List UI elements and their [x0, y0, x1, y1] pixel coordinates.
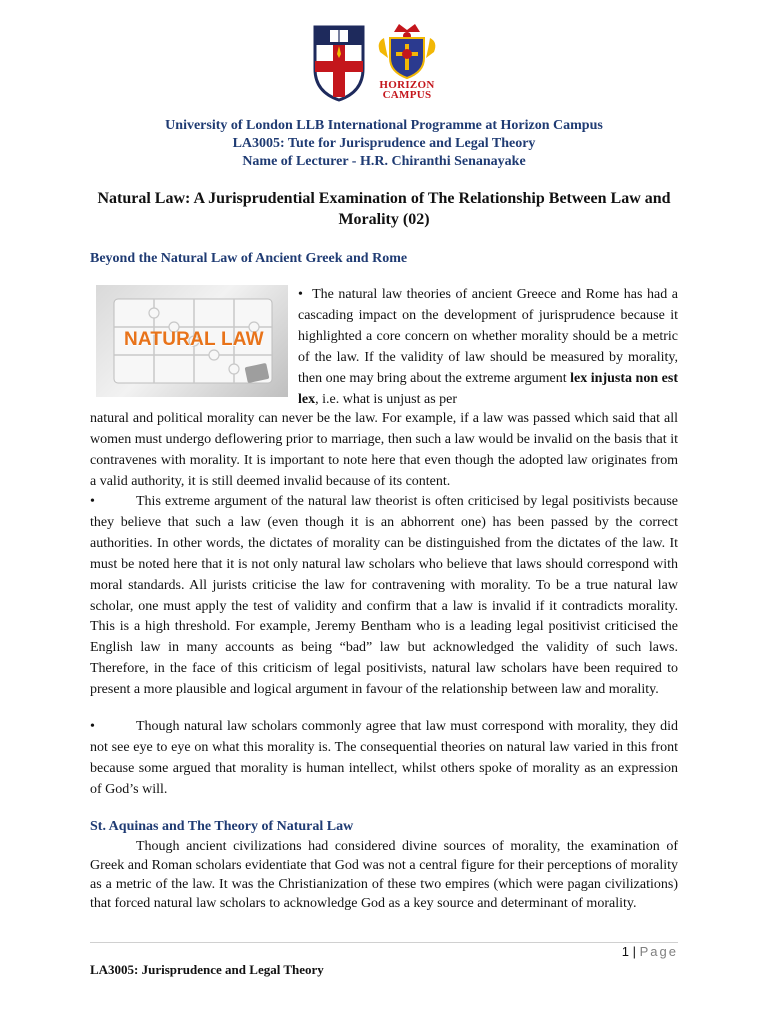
- page-separator: |: [632, 944, 636, 959]
- logo-header: [0, 22, 768, 104]
- page-number: [622, 944, 678, 959]
- section-heading-aquinas: St. Aquinas and The Theory of Natural Law: [90, 819, 354, 834]
- page-number-value: 1: [621, 944, 629, 959]
- paragraph-aquinas-text: Though ancient civilizations had considered divine sources of morality, the examination of Greek and Roman scholars evidentiate that God was not a central figure for their perceptions of morality as a metric of the law. It was the Christianization of these two empires (which were pagan civilizations) that forced natural law scholars to acknowledge God as a key source and determinant of morality.: [90, 839, 678, 911]
- paragraph-aquinas: [90, 837, 678, 913]
- horizon-campus-logo-text: HORIZON CAMPUS: [379, 79, 435, 101]
- bullet-3: •: [90, 719, 95, 734]
- institution-line: University of London LLB International Programme at Horizon Campus: [165, 118, 603, 133]
- paragraph-1-text-b: , i.e. what is unjust as per: [315, 391, 458, 407]
- bullet-2: •: [90, 494, 95, 509]
- paragraph-3-text: Though natural law scholars commonly agree that law must correspond with morality, they did not see eye to eye on what this morality is. The consequential theories on natural law varied in this front because some argued that morality is human intellect, whilst others spoke of morality as an expression of God’s will.: [90, 719, 678, 797]
- page-label: Page: [639, 944, 678, 959]
- paragraph-2-text: This extreme argument of the natural law theorist is often criticised by legal positivists because they believe that such a law (even though it is an abhorrent one) has been passed by the correct authorities. In other words, the dictates of morality can be distinguished from the dictates of the law. It must be noted here that it is not only natural law scholars who believe that laws should correspond with moral standards. All jurists criticise the law for contravening with morality. To be a true natural law scholar, one must apply the test of validity and confirm that a law is invalid if it contradicts morality. This is a high threshold. For example, Jeremy Bentham who is a leading legal positivist criticised the English law in many accounts as being “bad” law but acknowledged the validity of such laws. Therefore, in the face of this criticism of legal positivists, natural law scholars have been required to present a more plausible and logical argument in favour of the relationship between law and morality.: [90, 494, 678, 698]
- paragraph-2: [90, 492, 678, 701]
- university-of-london-crest-icon: [312, 24, 366, 102]
- paragraph-3: [90, 717, 678, 801]
- natural-law-puzzle-image: [96, 285, 288, 397]
- paragraph-1-continued: natural and political morality can never be the law. For example, if a law was passed which said that all women must undergo deflowering prior to marriage, then such a law would be invalid on the basis that it contravenes with morality. It is important to note here that even though the adopted law originates from a valid authority, it is still deemed invalid because of its content.: [90, 411, 678, 489]
- course-line: LA3005: Tute for Jurisprudence and Legal Theory: [232, 136, 536, 151]
- document-title: Natural Law: A Jurisprudential Examination of The Relationship Between Law and Morality (02): [97, 190, 671, 228]
- natural-law-image-text: NATURAL LAW: [124, 329, 264, 350]
- bullet-1: •: [298, 287, 303, 302]
- section-heading-greek-rome: Beyond the Natural Law of Ancient Greek and Rome: [90, 251, 408, 266]
- latin-maxim: lex injusta non est lex: [298, 370, 678, 407]
- footer-course-title: LA3005: Jurisprudence and Legal Theory: [90, 962, 324, 977]
- footer-divider: [90, 942, 678, 943]
- paragraph-1-text-a: The natural law theories of ancient Greece and Rome has had a cascading impact on the development of jurisprudence because it highlighted a core concern on whether morality should be a metric of the law. If the validity of law should be measured by morality, then one may bring about the extreme argument: [298, 287, 679, 386]
- institution-block: [0, 117, 768, 171]
- paragraph-1-wrapped: [298, 285, 678, 410]
- lecturer-line: Name of Lecturer - H.R. Chiranthi Senanayake: [242, 154, 526, 169]
